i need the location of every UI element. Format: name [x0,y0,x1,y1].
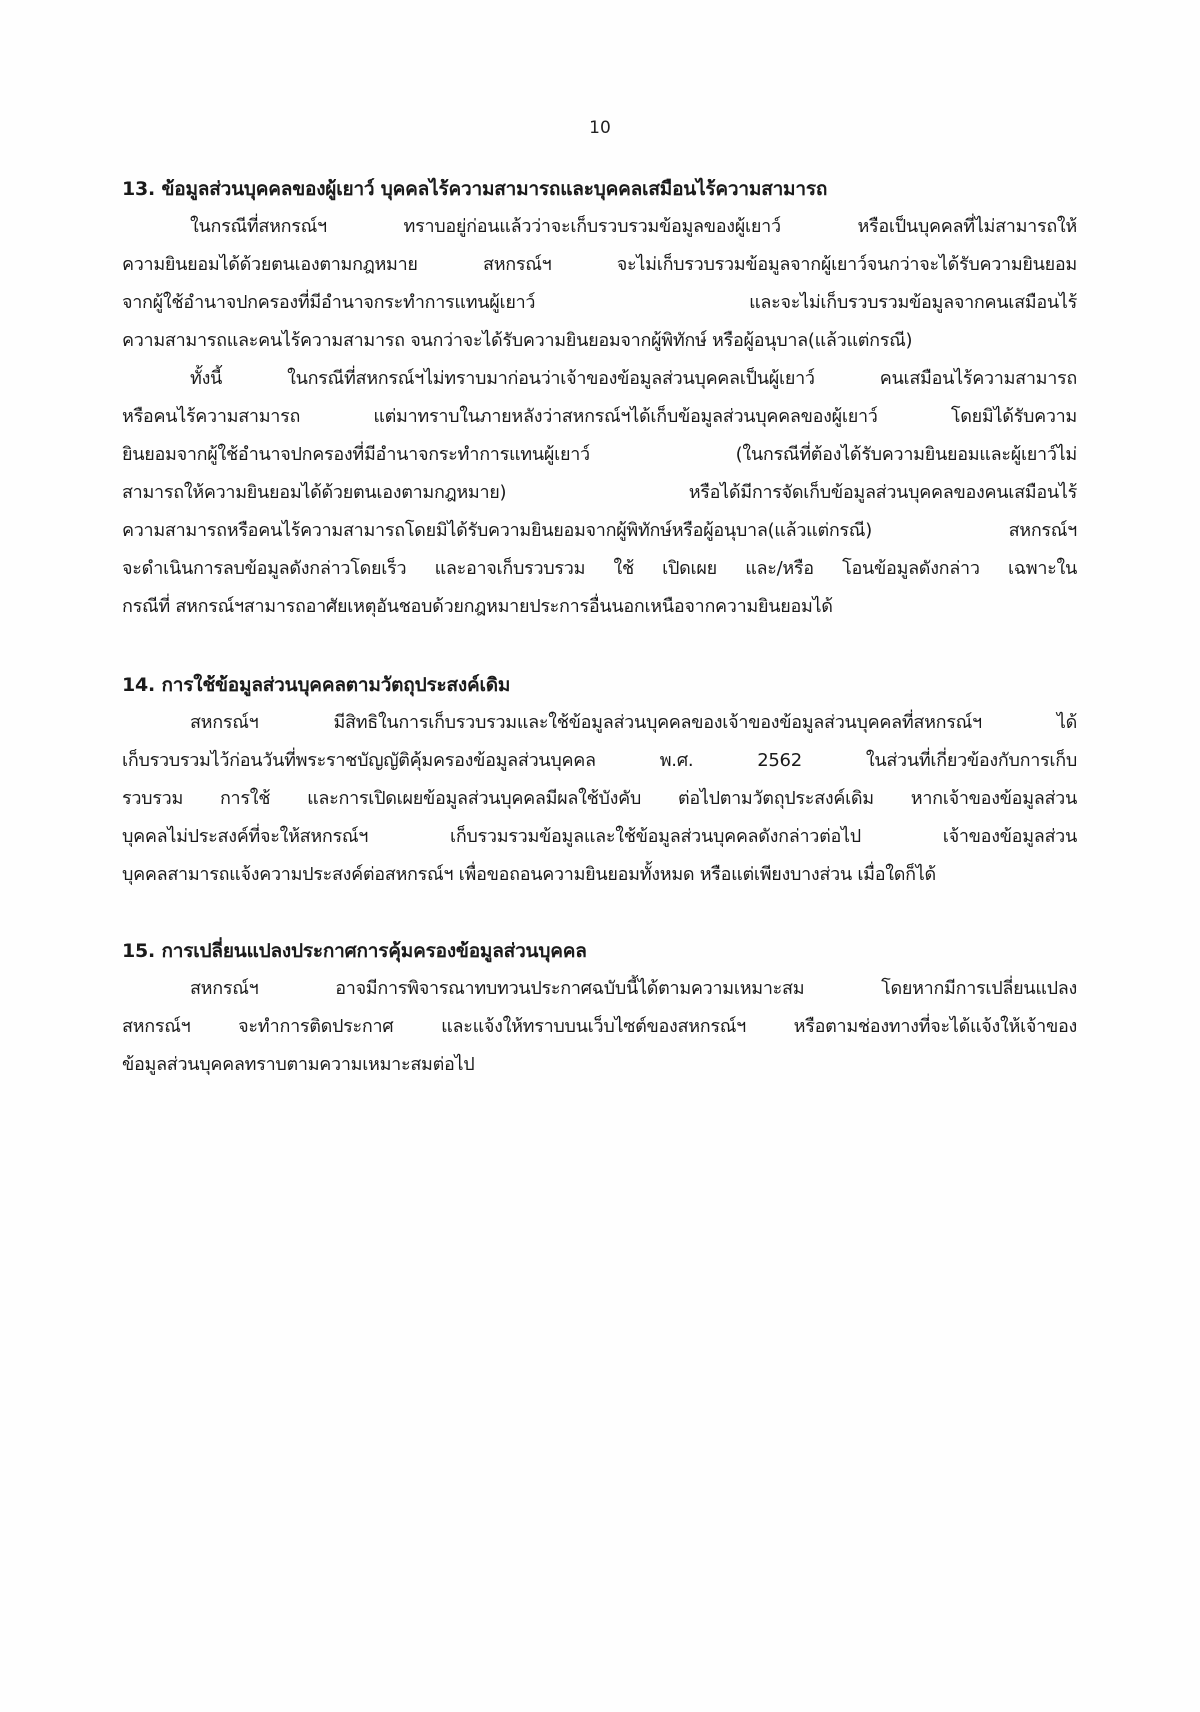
document-body [122,170,1077,1084]
text-line: สหกรณ์ฯ มีสิทธิในการเก็บรวบรวมและใช้ข้อมูลส่วนบุคคลของเจ้าของข้อมูลส่วนบุคคลที่สหกรณ์ฯ ได้ [190,712,1077,733]
text-line: สหกรณ์ฯ จะทำการติดประกาศ และแจ้งให้ทราบบนเว็บไซต์ของสหกรณ์ฯ หรือตามช่องทางที่จะได้แจ้งให้เจ้าของ [122,1016,1077,1037]
text-line: บุคคลไม่ประสงค์ที่จะให้สหกรณ์ฯ เก็บรวมรวมข้อมูลและใช้ข้อมูลส่วนบุคคลดังกล่าวต่อไป เจ้าของข้อมูลส่วน [122,826,1077,847]
section-heading: 13. ข้อมูลส่วนบุคคลของผู้เยาว์ บุคคลไร้ความสามารถและบุคคลเสมือนไร้ความสามารถ [122,178,828,200]
text-line: หรือคนไร้ความสามารถ แต่มาทราบในภายหลังว่าสหกรณ์ฯได้เก็บข้อมูลส่วนบุคคลของผู้เยาว์ โดยมิได้รับความ [122,406,1077,427]
page-number: 10 [589,118,611,138]
text-line: ยินยอมจากผู้ใช้อำนาจปกครองที่มีอำนาจกระทำการแทนผู้เยาว์ (ในกรณีที่ต้องได้รับความยินยอมและผู้เยาว์ไม่ [122,444,1077,465]
text-line: ทั้งนี้ ในกรณีที่สหกรณ์ฯไม่ทราบมาก่อนว่าเจ้าของข้อมูลส่วนบุคคลเป็นผู้เยาว์ คนเสมือนไร้ความสามารถ [190,368,1077,389]
text-line: สามารถให้ความยินยอมได้ด้วยตนเองตามกฎหมาย) หรือได้มีการจัดเก็บข้อมูลส่วนบุคคลของคนเสมือนไร้ [122,482,1077,503]
section-heading: 15. การเปลี่ยนแปลงประกาศการคุ้มครองข้อมูลส่วนบุคคล [122,940,587,962]
text-line: ความยินยอมได้ด้วยตนเองตามกฎหมาย สหกรณ์ฯ จะไม่เก็บรวบรวมข้อมูลจากผู้เยาว์จนกว่าจะได้รับความยินยอม [122,254,1077,275]
section-13 [122,170,1077,626]
paragraph [122,208,1077,360]
paragraph [122,970,1077,1084]
text-line: เก็บรวบรวมไว้ก่อนวันที่พระราชบัญญัติคุ้มครองข้อมูลส่วนบุคคล พ.ศ. 2562 ในส่วนที่เกี่ยวข้องกับการเก็บ [122,750,1077,771]
text-line: ความสามารถหรือคนไร้ความสามารถโดยมิได้รับความยินยอมจากผู้พิทักษ์หรือผู้อนุบาล(แล้วแต่กรณี) สหกรณ์ฯ [122,520,1077,541]
section-heading: 14. การใช้ข้อมูลส่วนบุคคลตามวัตถุประสงค์เดิม [122,674,511,696]
text-line: ข้อมูลส่วนบุคคลทราบตามความเหมาะสมต่อไป [122,1054,475,1075]
text-line: รวบรวม การใช้ และการเปิดเผยข้อมูลส่วนบุคคลมีผลใช้บังคับ ต่อไปตามวัตถุประสงค์เดิม หากเจ้าของข้อมูลส่วน [122,788,1077,809]
text-line: สหกรณ์ฯ อาจมีการพิจารณาทบทวนประกาศฉบับนี้ได้ตามความเหมาะสม โดยหากมีการเปลี่ยนแปลง [190,978,1077,999]
text-line: จากผู้ใช้อำนาจปกครองที่มีอำนาจกระทำการแทนผู้เยาว์ และจะไม่เก็บรวบรวมข้อมูลจากคนเสมือนไร้ [122,292,1077,313]
section-spacer [122,626,1077,666]
section-15 [122,932,1077,1084]
paragraph [122,360,1077,626]
text-line: จะดำเนินการลบข้อมูลดังกล่าวโดยเร็ว และอาจเก็บรวบรวม ใช้ เปิดเผย และ/หรือ โอนข้อมูลดังกล่าว เฉพาะใน [122,558,1077,579]
section-14 [122,666,1077,894]
text-line: ความสามารถและคนไร้ความสามารถ จนกว่าจะได้รับความยินยอมจากผู้พิทักษ์ หรือผู้อนุบาล(แล้วแต่กรณี) [122,330,913,351]
text-line: กรณีที่ สหกรณ์ฯสามารถอาศัยเหตุอันชอบด้วยกฎหมายประการอื่นนอกเหนือจากความยินยอมได้ [122,596,833,617]
section-spacer [122,894,1077,932]
text-line: บุคคลสามารถแจ้งความประสงค์ต่อสหกรณ์ฯ เพื่อขอถอนความยินยอมทั้งหมด หรือแต่เพียงบางส่วน เมื่อใดก็ได้ [122,864,936,885]
paragraph [122,704,1077,894]
text-line: ในกรณีที่สหกรณ์ฯ ทราบอยู่ก่อนแล้วว่าจะเก็บรวบรวมข้อมูลของผู้เยาว์ หรือเป็นบุคคลที่ไม่สามารถให้ [190,216,1077,237]
